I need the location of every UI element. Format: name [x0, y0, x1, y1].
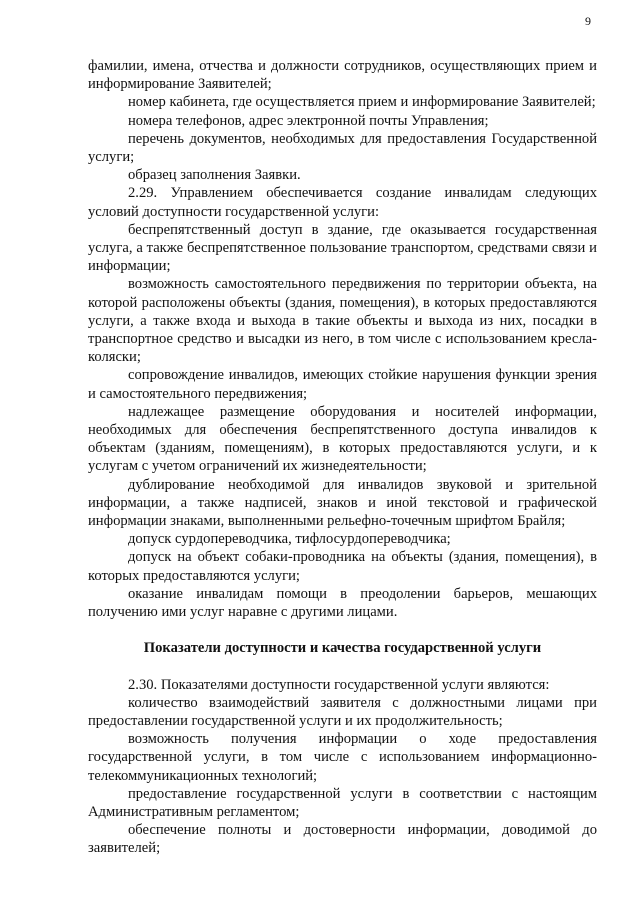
paragraph: обеспечение полноты и достоверности информации, доводимой до заявителей; [88, 822, 597, 857]
paragraph: количество взаимодействий заявителя с должностными лицами при предоставлении государственной услуги и их продолжительность; [88, 694, 597, 729]
section-heading: Показатели доступности и качества государственной услуги [143, 640, 542, 657]
paragraph: перечень документов, необходимых для предоставления Государственной услуги; [88, 130, 597, 166]
paragraph: сопровождение инвалидов, имеющих стойкие нарушения функции зрения и самостоятельного передвижения; [88, 367, 597, 402]
paragraph: оказание инвалидам помощи в преодолении барьеров, мешающих получению ими услуг наравне с другими лицами. [88, 585, 597, 621]
paragraph: беспрепятственный доступ в здание, где оказывается государственная услуга, а также беспрепятственное пользование транспортом, средствами связи и информации; [88, 221, 597, 275]
paragraph: номера телефонов, адрес электронной почты Управления; [128, 112, 489, 129]
paragraph: дублирование необходимой для инвалидов звуковой и зрительной информации, а также надписей, знаков и иной текстовой и графической информации знаками, выполненными рельефно-точечным шрифтом Брайля; [88, 476, 597, 530]
paragraph: 2.30. Показателями доступности государственной услуги являются: [128, 676, 550, 693]
paragraph: надлежащее размещение оборудования и носителей информации, необходимых для обеспечения беспрепятственного доступа инвалидов к объектам (зданиям, помещениям), в которых предоставляются услуги, и к услугам с учетом ограничений их жизнедеятельности; [88, 403, 597, 475]
page-number: 9 [585, 14, 591, 28]
paragraph: номер кабинета, где осуществляется прием и информирование Заявителей; [128, 94, 596, 111]
paragraph: предоставление государственной услуги в соответствии с настоящим Административным регламентом; [88, 785, 597, 820]
paragraph: возможность получения информации о ходе предоставления государственной услуги, в том числе с использованием информационно-телекоммуникационных технологий; [88, 731, 597, 784]
paragraph: возможность самостоятельного передвижения по территории объекта, на которой расположены объекты (здания, помещения), в которых предоставляются услуги, а также входа и выхода в такие объекты и выхода из них, посадки в транспортное средство и высадки из него, в том числе с использованием кресла-коляски; [88, 276, 597, 366]
paragraph: допуск на объект собаки-проводника на объекты (здания, помещения), в которых предоставляются услуги; [88, 549, 597, 584]
document-body [88, 57, 597, 858]
paragraph: фамилии, имена, отчества и должности сотрудников, осуществляющих прием и информирование Заявителей; [88, 58, 597, 93]
paragraph: 2.29. Управлением обеспечивается создание инвалидам следующих условий доступности государственной услуги: [88, 185, 597, 220]
paragraph: допуск сурдопереводчика, тифлосурдопереводчика; [128, 531, 451, 548]
paragraph: образец заполнения Заявки. [128, 167, 301, 184]
